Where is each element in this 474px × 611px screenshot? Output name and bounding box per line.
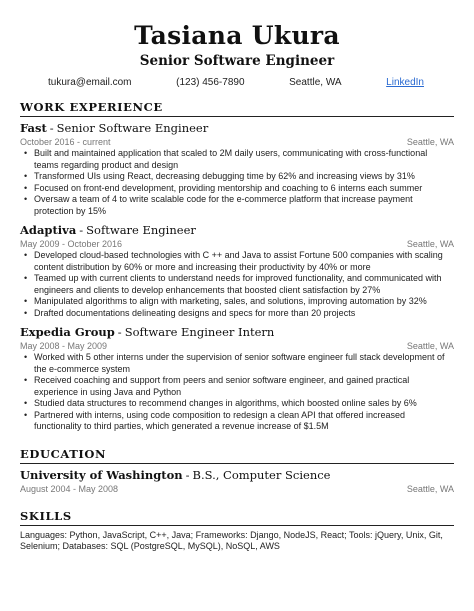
job-separator: - — [117, 325, 122, 339]
bullet-item: • Worked with 5 other interns under the supervision of senior software engineer full stack development of the e-commerce system — [24, 352, 445, 374]
school-name: University of Washington — [20, 467, 183, 482]
location-text: Seattle, WA — [289, 77, 342, 88]
bullet-dot-icon: • — [24, 194, 28, 204]
job-separator: - — [49, 121, 54, 135]
linkedin-link[interactable]: LinkedIn — [386, 77, 424, 88]
job-meta — [20, 238, 454, 250]
bullet-dot-icon: • — [24, 182, 28, 193]
job-bullets — [24, 352, 454, 433]
bullet-item: • Drafted documentations delineating designs and specs for more than 20 projects — [24, 307, 356, 318]
job-header — [20, 223, 454, 238]
job-meta — [20, 340, 454, 352]
company-name: Expedia Group — [20, 325, 115, 339]
bullet-dot-icon: • — [24, 296, 28, 306]
candidate-name: Tasiana Ukura — [134, 21, 340, 50]
email-text: tukura@email.com — [48, 77, 132, 88]
bullet-dot-icon: • — [24, 398, 28, 408]
bullet-item: • Developed cloud-based technologies with C ++ and Java to assist Fortune 500 companies with scaling content distribution by 60% or more and increasing their productivity by 40% or more — [24, 250, 443, 272]
job-dates: October 2016 - current — [20, 137, 111, 147]
bullet-dot-icon: • — [24, 273, 28, 283]
job-header — [20, 325, 454, 340]
company-name: Adaptiva — [20, 223, 77, 237]
bullet-dot-icon: • — [24, 352, 28, 362]
bullet-item: • Teamed up with current clients to understand needs for improved functionality, and communicated with engineers and clients to develop enhancements that boosted client satisfaction by 27% — [24, 273, 442, 295]
contact-row — [48, 77, 424, 88]
degree-name: B.S., Computer Science — [192, 467, 331, 482]
education-separator: - — [185, 467, 190, 482]
bullet-item: • Transformed UIs using React, decreasing debugging time by 62% and increasing views by 31% — [24, 171, 415, 181]
job-header — [20, 121, 454, 136]
job-role: Software Engineer — [86, 223, 196, 237]
education-entry — [20, 468, 454, 495]
bullet-dot-icon: • — [24, 375, 28, 385]
job-separator: - — [79, 223, 84, 237]
skills-heading: SKILLS — [20, 508, 72, 523]
job-location: Seattle, WA — [406, 137, 454, 147]
job-bullets — [24, 148, 454, 217]
bullet-item: • Studied data structures to recommend changes in algorithms, which boosted online sales by 6% — [24, 398, 417, 408]
education-meta — [20, 483, 454, 495]
skills-text: Languages: Python, JavaScript, C++, Java; Frameworks: Django, NodeJS, React; Tools: jQuery, Unix, Git, Selenium; Databases: SQL (PostgreSQL, MySQL), NoSQL, AWS — [20, 529, 443, 551]
work-experience-heading: WORK EXPERIENCE — [20, 100, 163, 114]
section-divider — [20, 463, 454, 464]
bullet-item: • Focused on front-end development, providing mentorship and coaching to 6 interns each summer — [24, 182, 423, 193]
education-location: Seattle, WA — [406, 483, 454, 494]
job-bullets — [24, 250, 454, 319]
phone-text: (123) 456-7890 — [176, 77, 245, 88]
job-role: Software Engineer Intern — [124, 325, 275, 339]
job-location: Seattle, WA — [406, 239, 454, 249]
bullet-item: • Partnered with interns, using code composition to redesign a clean API that offered increased functionality to third parties, which generated a revenue increase of $1.5M — [24, 409, 406, 431]
job-role: Senior Software Engineer — [56, 121, 209, 135]
job-meta — [20, 136, 454, 148]
bullet-item: • Received coaching and support from peers and senior software engineer, and gained practical experience in using Java and Python — [24, 375, 410, 397]
company-name: Fast — [20, 121, 47, 135]
bullet-item: • Built and maintained application that scaled to 2M daily users, communicating with cross-functional teams regarding product and design — [24, 148, 428, 170]
education-dates: August 2004 - May 2008 — [20, 483, 119, 494]
bullet-dot-icon: • — [24, 307, 28, 318]
candidate-title: Senior Software Engineer — [139, 53, 335, 69]
job-entry-fast — [20, 121, 454, 217]
job-entry-adaptiva — [20, 223, 454, 319]
bullet-item: • Manipulated algorithms to align with marketing, sales, and solutions, improving automation by 32% — [24, 296, 427, 306]
bullet-item: • Oversaw a team of 4 to write scalable code for the e-commerce platform that increase payment protection by 15% — [24, 194, 413, 216]
job-dates: May 2008 - May 2009 — [20, 341, 108, 351]
bullet-dot-icon: • — [24, 250, 28, 260]
bullet-dot-icon: • — [24, 409, 28, 420]
job-entry-expedia — [20, 325, 454, 433]
education-header — [20, 468, 454, 483]
section-divider — [20, 116, 454, 117]
education-heading: EDUCATION — [20, 446, 107, 461]
bullet-dot-icon: • — [24, 171, 28, 181]
job-location: Seattle, WA — [406, 341, 454, 351]
job-dates: May 2009 - October 2016 — [20, 239, 123, 249]
bullet-dot-icon: • — [24, 148, 28, 158]
section-divider — [20, 525, 454, 526]
